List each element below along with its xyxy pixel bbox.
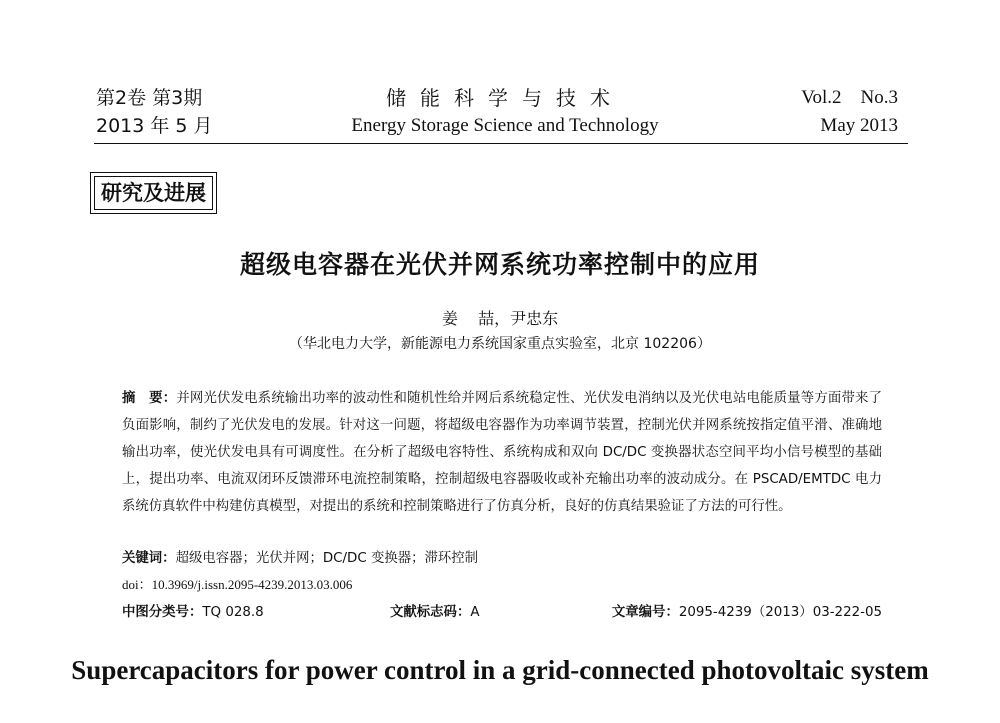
clc-value: TQ 028.8 — [202, 605, 264, 620]
authors: 姜 喆，尹忠东 — [441, 309, 559, 328]
paper-title-cn: 超级电容器在光伏并网系统功率控制中的应用 — [239, 250, 760, 279]
journal-header — [0, 0, 1000, 150]
keywords-text: 超级电容器；光伏并网；DC/DC 变换器；滞环控制 — [175, 551, 479, 566]
abstract — [122, 385, 882, 520]
volume-issue-en: Vol.2 No.3 — [801, 87, 898, 108]
volume-issue: 第2卷 第3期 — [96, 87, 203, 109]
abstract-label: 摘 要： — [122, 391, 177, 406]
section-label: 研究及进展 — [90, 172, 217, 214]
abstract-text: 并网光伏发电系统输出功率的波动性和随机性给并网后系统稳定性、光伏发电消纳以及光伏电站电能质量等方面带来了负面影响，制约了光伏发电的发展。针对这一问题，将超级电容器作为功率调节装置，控制光伏并网系统按指定值平滑、准确地输出功率，使光伏发电具有可调度性。在分析了超级电容特性、系统构成和双向 DC/DC 变换器状态空间平均小信号模型的基础上，提出功率、电流双闭环反馈滞环电流控制策略，控制超级电容器吸收或补充输出功率的波动成分。在 PSCAD/EMTDC 电力系统仿真软件中构建仿真模型，对提出的系统和控制策略进行了仿真分析，良好的仿真结果验证了方法的可行性。 — [122, 391, 883, 514]
journal-title — [330, 84, 680, 140]
document-code — [390, 601, 480, 625]
article-number-label: 文章编号： — [611, 605, 679, 620]
issue-info-en — [801, 84, 898, 140]
keywords-label: 关键词： — [122, 551, 176, 566]
issue-info — [96, 84, 213, 140]
clc-number — [122, 601, 264, 625]
issue-date-en: May 2013 — [820, 115, 898, 136]
paper-title-en: Supercapacitors for power control in a grid-connected photovoltaic system — [71, 655, 929, 685]
issue-date: 2013 年 5 月 — [96, 115, 213, 137]
clc-label: 中图分类号： — [122, 605, 203, 620]
header-rule — [94, 143, 908, 144]
doc-code-label: 文献标志码： — [390, 605, 471, 620]
journal-title-en: Energy Storage Science and Technology — [351, 115, 659, 136]
keywords — [122, 547, 478, 571]
doi: doi：10.3969/j.issn.2095-4239.2013.03.006 — [122, 577, 353, 592]
journal-title-cn: 储能科学与技术 — [386, 86, 624, 110]
article-number — [612, 601, 882, 625]
doc-code-value: A — [470, 605, 480, 620]
affiliation: （华北电力大学，新能源电力系统国家重点实验室，北京 102206） — [289, 336, 711, 352]
article-number-value: 2095-4239（2013）03-222-05 — [678, 605, 882, 620]
